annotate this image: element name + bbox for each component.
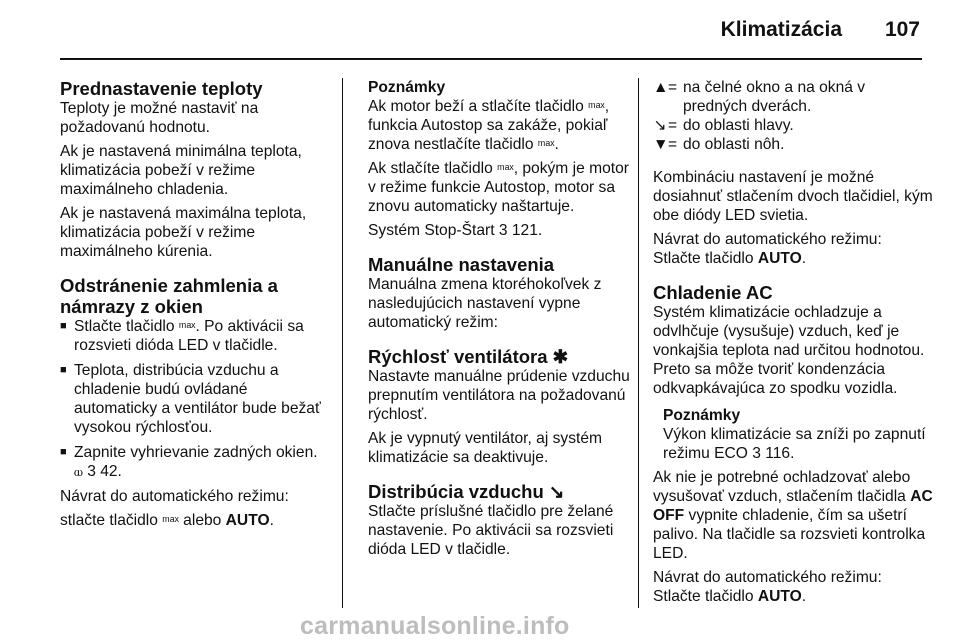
note-title: Poznámky — [663, 407, 741, 424]
note-paragraph: Výkon klimatizácie sa zníži po zapnutí režimu ECO 3 116. — [663, 426, 926, 462]
heading-ac-cooling: Chladenie AC — [653, 282, 773, 303]
paragraph: Manuálna zmena ktoréhokoľvek z nasledujúcich nastavení vypne automatický režim: — [368, 276, 602, 331]
paragraph: Stlačte príslušné tlačidlo pre želané nastavenie. Po aktivácii sa rozsvieti dióda LED v tlačidle. — [368, 503, 614, 558]
paragraph: Ak je nastavená minimálna teplota, klimatizácia pobeží v režime maximálneho chladenia. — [60, 143, 302, 198]
note-paragraph: Systém Stop-Štart 3 121. — [368, 222, 543, 239]
paragraph: Návrat do automatického režimu: — [653, 231, 882, 248]
definition-windshield: ▲ = na čelné okno a na okná v predných dverách. — [653, 79, 866, 115]
max-defrost-icon: ᵐᵃˣ — [588, 99, 605, 114]
heading-fan-speed: Rýchlosť ventilátora ✱ — [368, 346, 569, 367]
definition-head: ↘ = do oblasti hlavy. — [653, 117, 794, 134]
note-box — [663, 406, 933, 463]
paragraph: Návrat do automatického režimu: — [60, 488, 289, 505]
note-paragraph: Ak stlačíte tlačidlo ᵐᵃˣ, pokým je motor v režime funkcie Autostop, motor sa znovu automaticky naštartuje. — [368, 160, 629, 215]
page-title: Klimatizácia — [720, 18, 842, 41]
arrow-up-icon: ▲ — [653, 79, 669, 96]
column-divider — [342, 78, 343, 608]
column-3 — [653, 78, 933, 611]
max-defrost-icon: ᵐᵃˣ — [537, 137, 555, 152]
page-number: 107 — [884, 18, 920, 41]
paragraph: stlačte tlačidlo ᵐᵃˣ alebo AUTO. — [60, 512, 274, 529]
heading-air-distribution: Distribúcia vzduchu ↘ — [368, 481, 565, 502]
max-defrost-icon: ᵐᵃˣ — [178, 319, 196, 334]
paragraph: Stlačte tlačidlo AUTO. — [653, 250, 807, 267]
paragraph: Stlačte tlačidlo AUTO. — [653, 588, 807, 605]
heading-manual-settings: Manuálne nastavenia — [368, 254, 555, 275]
list-item: ■ Zapnite vyhrievanie zadných okien. ⲱ 3 42. — [60, 443, 330, 481]
column-1 — [60, 78, 330, 535]
watermark: carmanualsonline.info — [300, 612, 570, 640]
rear-defrost-icon: ⲱ — [74, 464, 83, 479]
note-title: Poznámky — [368, 79, 446, 96]
page-header — [0, 0, 960, 56]
page-reference: 3 42. — [87, 463, 122, 480]
heading-temperature-preset: Prednastavenie teploty — [60, 78, 263, 99]
header-rule — [60, 58, 922, 60]
column-2 — [368, 78, 630, 564]
paragraph: Systém klimatizácie ochladzuje a odvlhčuje (vysušuje) vzduch, keď je vonkajšia teplota nad určitou hodnotou. Preto sa môže tvoriť kondenzácia odkvapkávajúca zo spodku vozidla. — [653, 304, 925, 397]
fan-icon: ✱ — [552, 346, 569, 367]
paragraph: Kombináciu nastavení je možné dosiahnuť stlačením dvoch tlačidiel, kým obe diódy LED svietia. — [653, 169, 933, 224]
definition-feet: ▼ = do oblasti nôh. — [653, 136, 785, 153]
heading-defrost: Odstránenie zahmlenia a námrazy z okien — [60, 275, 278, 317]
paragraph: Ak je vypnutý ventilátor, aj systém klimatizácie sa deaktivuje. — [368, 430, 603, 466]
paragraph: Nastavte manuálne prúdenie vzduchu prepnutím ventilátora na požadovanú rýchlosť. — [368, 368, 630, 423]
arrow-head-icon: ↘ — [653, 117, 667, 134]
paragraph: Teploty je možné nastaviť na požadovanú hodnotu. — [60, 100, 259, 136]
max-defrost-icon: ᵐᵃˣ — [497, 161, 514, 176]
paragraph: Návrat do automatického režimu: — [653, 569, 882, 586]
air-distribution-icon: ↘ — [548, 481, 565, 502]
note-paragraph: Ak motor beží a stlačíte tlačidlo ᵐᵃˣ, funkcia Autostop sa zakáže, pokiaľ znova nestlačíte tlačidlo ᵐᵃˣ. — [368, 98, 610, 153]
arrow-down-icon: ▼ — [653, 136, 669, 153]
paragraph: Ak nie je potrebné ochladzovať alebo vysušovať vzduch, stlačením tlačidla AC OFF vypnite chladenie, čím sa ušetrí palivo. Na tlačidle sa rozsvieti kontrolka LED. — [653, 469, 933, 562]
list-item: ■ Stlačte tlačidlo ᵐᵃˣ. Po aktivácii sa rozsvieti dióda LED v tlačidle. — [60, 317, 330, 355]
paragraph: Ak je nastavená maximálna teplota, klimatizácia pobeží v režime maximálneho kúrenia. — [60, 205, 307, 260]
max-defrost-icon: ᵐᵃˣ — [162, 513, 179, 528]
list-item: ■ Teplota, distribúcia vzduchu a chladenie budú ovládané automaticky a ventilátor bude bežať vysokou rýchlosťou. — [60, 361, 330, 437]
column-divider — [638, 78, 639, 608]
